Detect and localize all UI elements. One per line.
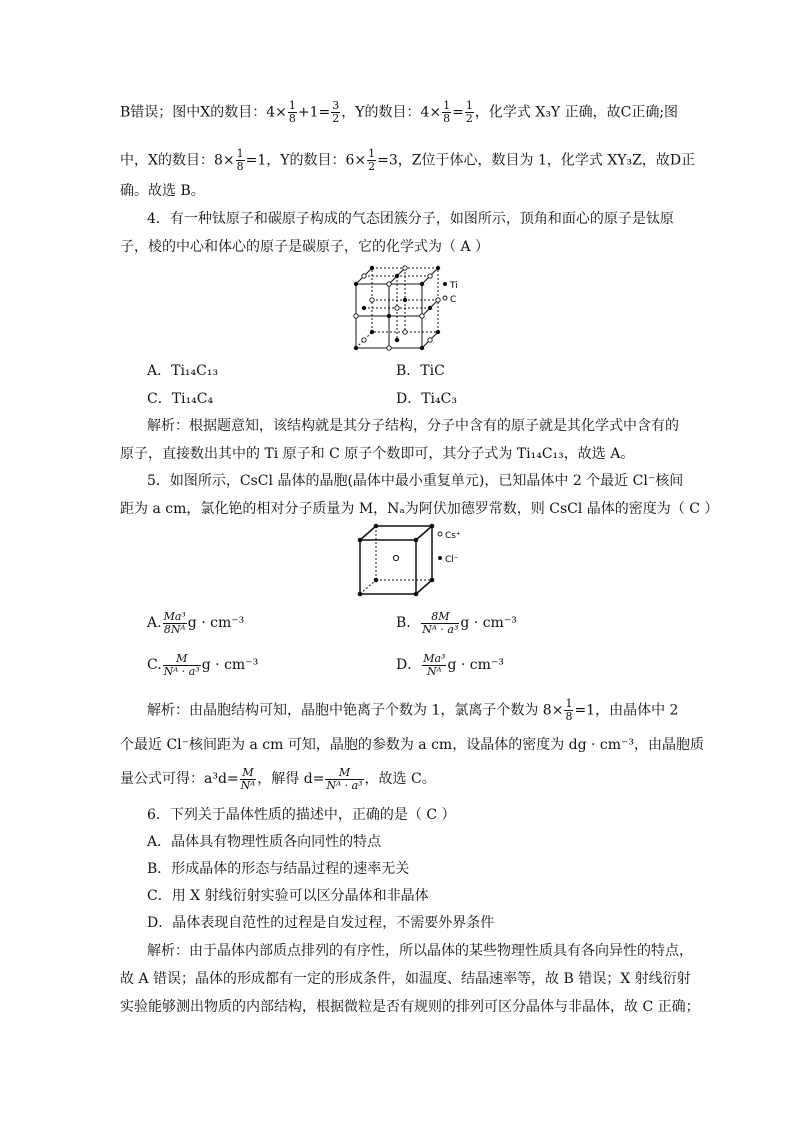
text: ，化学式 X₃Y 正确，故C正确;图 bbox=[474, 104, 679, 121]
ti-c-cluster-figure bbox=[350, 262, 470, 354]
answer-4-line: 解析：根据题意知，该结构就是其分子结构，分子中含有的原子就是其化学式中含有的 bbox=[147, 418, 679, 434]
text: ，Y的数目：4× bbox=[341, 104, 442, 121]
option-d: D．晶体表现自范性的过程是自发过程，不需要外界条件 bbox=[147, 915, 495, 931]
answer-4-line: 原子，直接数出其中的 Ti 原子和 C 原子个数即可，其分子式为 Ti₁₄C₁₃，故选 A。 bbox=[120, 446, 635, 462]
fraction: $\frac{1}{8}$ bbox=[443, 99, 451, 125]
answer-6-line: 故 A 错误；晶体的形成都有一定的形成条件，如温度、结晶速率等，故 B 错误；X 射线衍射 bbox=[120, 971, 691, 987]
question-6-stem: 6．下列关于晶体性质的描述中，正确的是（ C ） bbox=[147, 807, 456, 823]
answer-6-line: 实验能够测出物质的内部结构，根据微粒是否有规则的排列可区分晶体与非晶体，故 C 正确； bbox=[120, 999, 700, 1015]
text: B错误；图中X的数目：4× bbox=[120, 104, 287, 121]
answer-5-line: 量公式可得：a³d= $\frac{M}{\text{Nᴬ}}$ ，解得 d= $\frac{M}{\text{Nᴬ · a³}}$ ，故选 C。 bbox=[120, 765, 436, 792]
c-legend-marker bbox=[443, 296, 447, 300]
answer-5-line: 个最近 Cl⁻核间距为 a cm 可知，晶胞的参数为 a cm，设晶体的密度为 dg · cm⁻³，由晶胞质 bbox=[120, 737, 705, 753]
text: = bbox=[452, 104, 464, 121]
answer-6-line: 解析：由于晶体内部质点排列的有序性，所以晶体的某些物理性质具有各向异性的特点， bbox=[147, 943, 693, 959]
option-b: B．TiC bbox=[396, 363, 445, 379]
option-a: A．晶体具有物理性质各向同性的特点 bbox=[147, 834, 382, 850]
cs-legend-marker bbox=[438, 532, 442, 536]
option-c: C．用 X 射线衍射实验可以区分晶体和非晶体 bbox=[147, 888, 429, 904]
text-line bbox=[120, 147, 696, 173]
fraction: $\frac{1}{8}$ bbox=[288, 99, 296, 125]
option-a: A．Ti₁₄C₁₃ bbox=[147, 363, 219, 379]
question-5-stem-cont: 距为 a cm，氯化铯的相对分子质量为 M，Nₐ为阿伏加德罗常数，则 CsCl 晶体的密度为（ C ） bbox=[120, 501, 719, 517]
c-legend-label: C bbox=[450, 295, 457, 305]
option-c: C. $\frac{M}{\text{Nᴬ · a³}}$ g · cm⁻³ bbox=[147, 651, 259, 678]
option-d: D． $\frac{\text{Ma³}}{\text{Nᴬ}}$ g · cm⁻³ bbox=[396, 651, 504, 678]
cscl-unit-cell-figure bbox=[356, 522, 476, 598]
cl-legend-label: Cl⁻ bbox=[445, 555, 459, 565]
ti-legend-marker bbox=[443, 282, 447, 286]
option-d: D．Ti₄C₃ bbox=[396, 391, 457, 407]
option-c: C．Ti₁₄C₄ bbox=[147, 391, 214, 407]
fraction: $\frac{1}{8}$ bbox=[236, 147, 244, 173]
question-4-stem: 4．有一种钛原子和碳原子构成的气态团簇分子，如图所示，顶角和面心的原子是钛原 bbox=[147, 211, 674, 227]
question-5-stem: 5．如图所示，CsCl 晶体的晶胞(晶体中最小重复单元)，已知晶体中 2 个最近 Cl⁻核间 bbox=[147, 473, 684, 489]
answer-5-line: 解析：由晶胞结构可知，晶胞中铯离子个数为 1，氯离子个数为 8× $\frac{1}{8}$ =1，由晶体中 2 bbox=[147, 697, 679, 723]
text-line bbox=[120, 100, 684, 125]
text: =1，Y的数目：6× bbox=[245, 152, 367, 169]
ti-legend-label: Ti bbox=[450, 281, 458, 291]
option-b: B．形成晶体的形态与结晶过程的速率无关 bbox=[147, 861, 410, 877]
fraction: $\frac{1}{2}$ bbox=[368, 147, 376, 173]
cs-legend-label: Cs⁺ bbox=[445, 531, 461, 541]
option-b: B． $\frac{8M}{\text{Nᴬ · a³}}$ g · cm⁻³ bbox=[396, 609, 517, 636]
option-a: A. $\frac{\text{Ma³}}{\text{8Nᴬ}}$ g · cm⁻³ bbox=[147, 609, 245, 636]
text: +1= bbox=[297, 104, 331, 121]
text: =3，Z位于体心，数目为 1，化学式 XY₃Z，故D正 bbox=[377, 152, 696, 169]
fraction: $\frac{3}{2}$ bbox=[332, 99, 340, 125]
text-line: 确。故选 B。 bbox=[120, 183, 205, 199]
question-4-stem-cont: 子，棱的中心和体心的原子是碳原子，它的化学式为（ A ） bbox=[120, 239, 490, 255]
text: 中，X的数目：8× bbox=[120, 152, 235, 169]
fraction: $\frac{1}{2}$ bbox=[465, 99, 473, 125]
cl-legend-marker bbox=[438, 556, 442, 560]
